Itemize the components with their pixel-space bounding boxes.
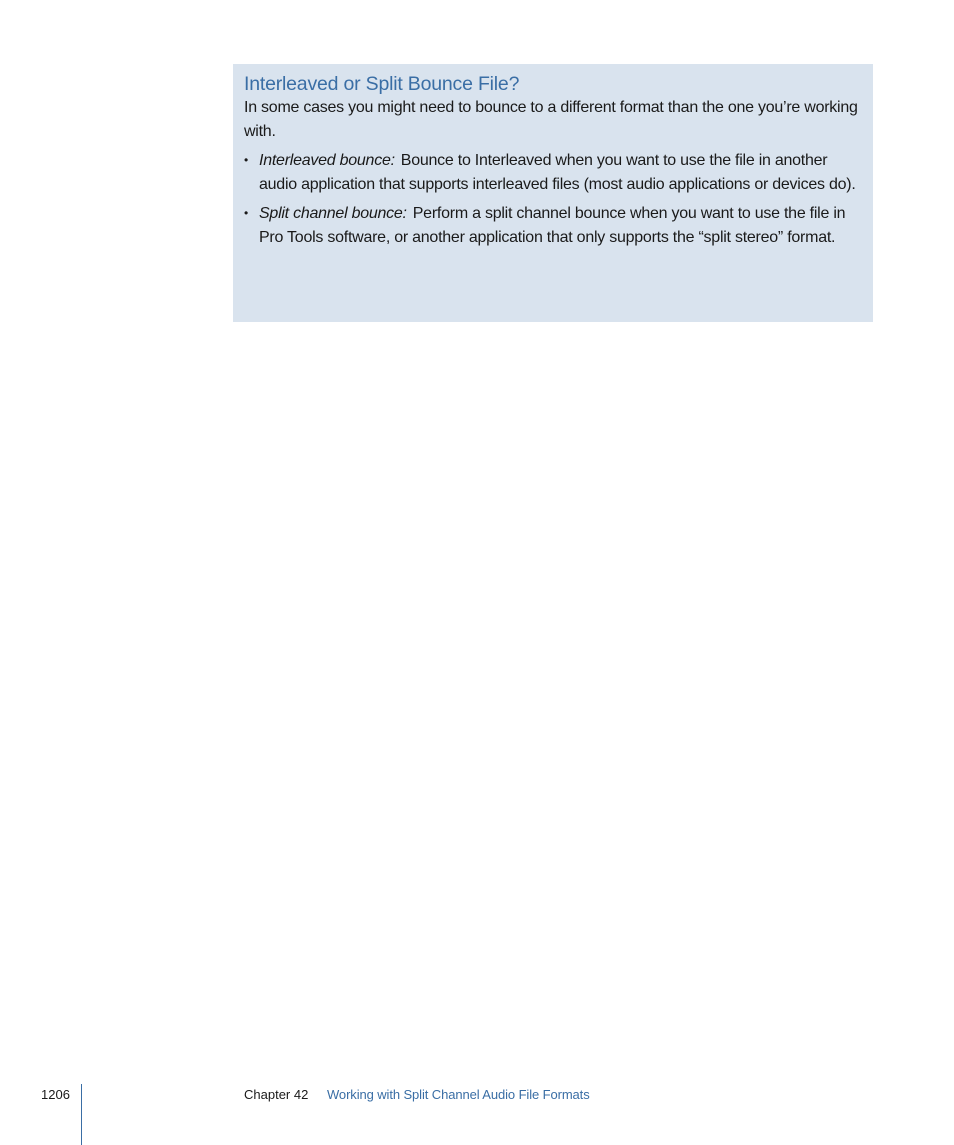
footer-divider [81, 1084, 82, 1145]
list-item [244, 202, 863, 249]
bullet-term: Split channel bounce: [259, 205, 407, 222]
note-intro: In some cases you might need to bounce to a different format than the one you’re working with. [244, 99, 858, 140]
bullet-text: Bounce to Interleaved when you want to use the file in another audio application that supports interleaved files (most audio applications or devices do). [259, 152, 856, 193]
bullet-list [244, 149, 863, 249]
bullet-term: Interleaved bounce: [259, 152, 395, 169]
chapter-label: Chapter 42 [244, 1087, 309, 1102]
note-title: Interleaved or Split Bounce File? [244, 73, 520, 95]
bullet-dot: • [244, 153, 248, 167]
list-item [244, 149, 863, 196]
note-box [233, 64, 873, 322]
bullet-dot: • [244, 206, 248, 220]
bullet-text: Perform a split channel bounce when you want to use the file in Pro Tools software, or another application that only supports the “split stereo” format. [259, 205, 846, 246]
page-number: 1206 [41, 1087, 70, 1102]
chapter-title: Working with Split Channel Audio File Formats [327, 1087, 590, 1102]
